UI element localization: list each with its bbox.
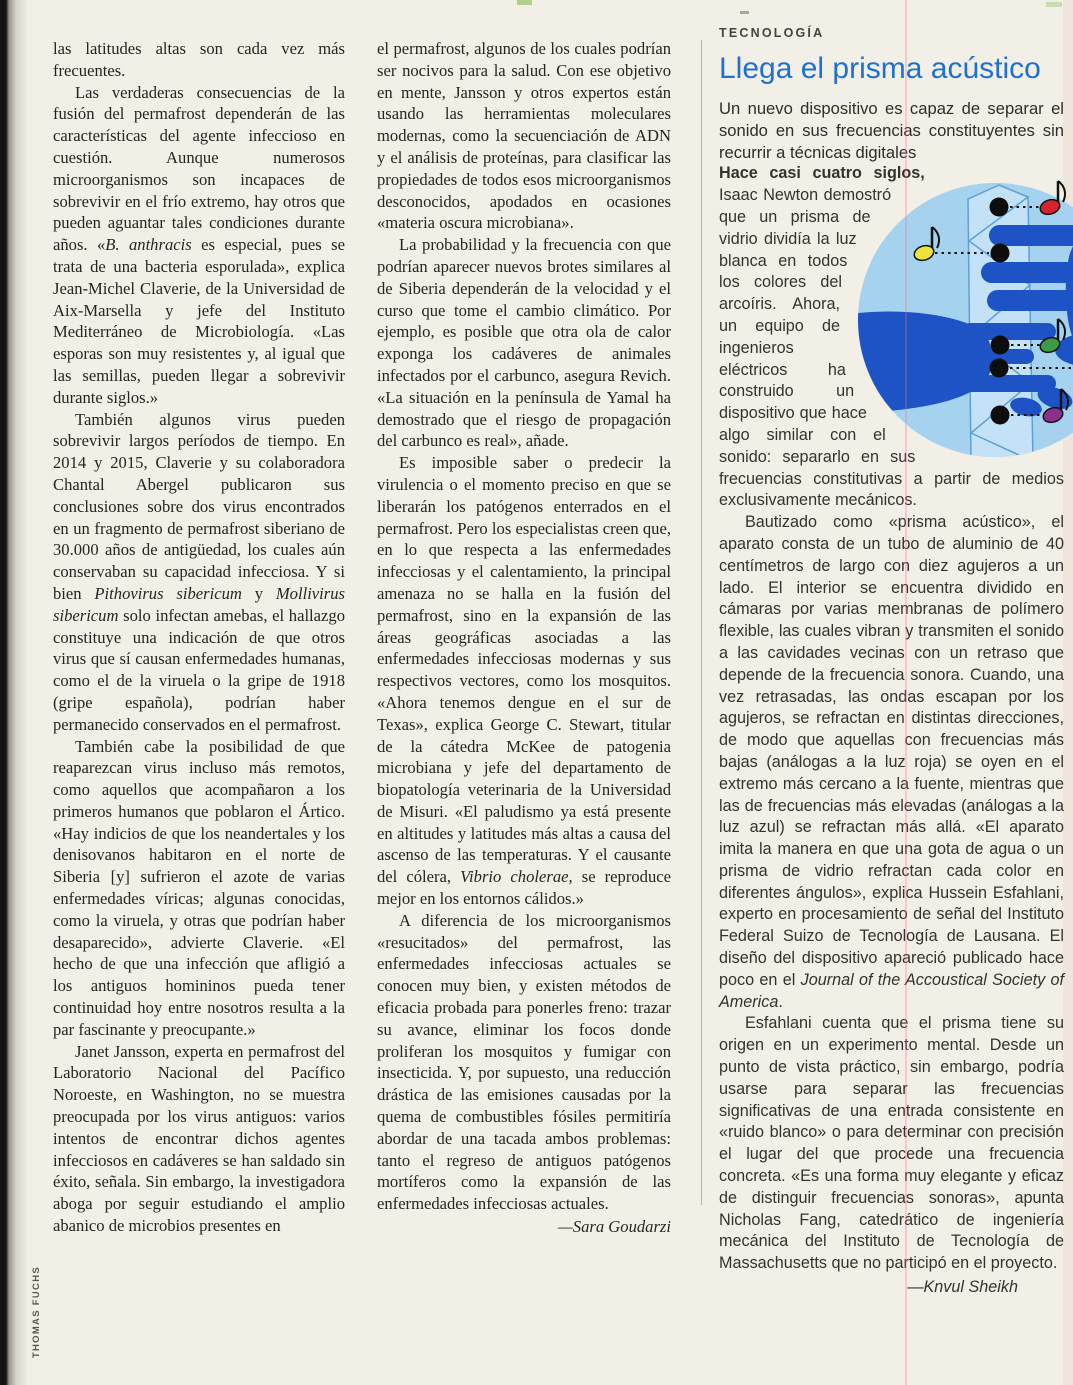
paragraph: La probabilidad y la frecuencia con que podrían aparecer nuevos brotes similares al de Siberia dependerán de la velocidad y el curso que tome el cambio climático. Por ejemplo, es posible que otra ola de calor exponga los cadáveres de animales infectados por el carbunco, asegura Revich. «La situación en la península de Yamal ha demostrado que el riesgo de propagación del carbunco es real», añade.: [377, 235, 671, 451]
paragraph: También algunos virus pueden sobrevivir largos períodos de tiempo. En 2014 y 2015, Claverie y su colaboradora Chantal Abergel publicaron sus conclusiones sobre dos virus encontrados en un fragmento de permafrost siberiano de 30.000 años de antigüedad, los cuales aún conservaban su capacidad infecciosa. Y si bien Pithovirus sibericum y Mollivirus sibericum solo infectan amebas, el hallazgo constituye una indicación de que otros virus que sí causan enfermedades humanas, como el de la viruela o la gripe de 1918 (gripe española), podrían haber permanecido conservados en el permafrost.: [53, 409, 345, 734]
paragraph: A diferencia de los microorganismos «resucitados» del permafrost, las enfermedades infecciosas actuales se conocen muy bien, y existen métodos de eficacia probada para ponerles freno: trazar su avance, eliminar los focos donde proliferan los mosquitos y fumigar con insecticida. Y, por supuesto, una reducción drástica de las emisiones causadas por la quema de combustibles fósiles permitiría abordar de una tacada ambos problemas: tanto el regreso de antiguos patógenos mortíferos como la expansión de las enfermedades infecciosas actuales.: [377, 910, 671, 1214]
paragraph: Bautizado como «prisma acústico», el aparato consta de un tubo de aluminio de 40 centímetros de largo con diez agujeros a un lado. El interior se encuentra dividido en cámaras por varias membranas de polímero flexible, las cuales vibran y transmiten el sonido a las cavidades vecinas con un retraso que depende de la frecuencia sonora. Cuando, una vez retrasadas, las ondas escapan por los agujeros, se refractan en distintas direcciones, de modo que aquellas con frecuencias más bajas (análogas a la luz roja) se oyen en el extremo más cercano a la fuente, mientras que las de frecuencias más elevadas (análogas a la luz azul) se refractan más allá. «El aparato imita la manera en que una gota de agua o un prisma de vidrio refractan cada color en diferentes ángulos», explica Hussein Esfahlani, experto en procesamiento de señal del Instituto Federal Suizo de Tecnología de Lausana. El diseño del dispositivo apareció publicado hace poco en el Journal of the Accoustical Society of America.: [719, 513, 1065, 1011]
acoustic-prism-illustration: [842, 165, 1066, 467]
paragraph: Janet Jansson, experta en permafrost del Laboratorio Nacional del Pacífico Noroeste, en Washington, no se muestra preocupada por los virus antiguos: varios intentos de encontrar dichos agentes infecciosos en cadáveres se han saldado sin éxito, señala. Sin embargo, la investigadora aboga por seguir estudiando el amplio abanico de microbios presentes en: [53, 1041, 345, 1236]
paragraph: Las verdaderas consecuencias de la fusión del permafrost dependerán de las características del agente infeccioso en cuestión. Aunque numerosos microorganismos son incapaces de sobrevivir en el frío extremo, hay otros que pueden aguantar tales condiciones durante años. «B. anthracis es especial, pues se trata de una bacteria esporulada», explica Jean-Michel Claverie, de la Universidad de Aix-Marsella y jefe del Instituto Mediterráneo de Microbiología. «Las esporas son muy resistentes y, al igual que las semillas, pueden llegar a sobrevivir durante siglos.»: [53, 82, 345, 407]
tech-standfirst: Un nuevo dispositivo es capaz de separar el sonido en sus frecuencias constituyentes sin recurrir a técnicas digitales: [719, 99, 1064, 162]
scan-artifact: [517, 0, 532, 5]
tech-title: Llega el prisma acústico: [719, 52, 1041, 85]
column-divider: [701, 40, 702, 1205]
paragraph: También cabe la posibilidad de que reaparezcan virus incluso más remotos, como aquellos que acompañaron a los primeros humanos que poblaron el Ártico. «Hay indicios de que los neandertales y los denisovanos habitaron en el norte de Siberia [y] sufrieron el azote de varias enfermedades víricas; algunas conocidas, como la viruela, y otras que podrían haber desaparecido», advierte Claverie. «El hecho de que una infección que afligió a los antiguos homininos pueda tener continuidad hoy entre nosotros resulta a la par fascinante y preocupante.»: [53, 736, 345, 1039]
article-column-1: [53, 38, 345, 1237]
illustration-credit: THOMAS FUCHS: [31, 1266, 42, 1359]
scan-artifact: [740, 11, 749, 14]
paragraph: Es imposible saber o predecir la virulencia o el momento preciso en que se liberarán los patógenos enterrados en el permafrost. Pero los especialistas creen que, en lo que respecta a las enfermedades infecciosas y el calentamiento, la principal amenaza no se halla en la fusión del permafrost, sino en la expansión de las áreas geográficas asociadas a las enfermedades infecciosas modernas y sus respectivos vectores, como los mosquitos. «Ahora tenemos dengue en el sur de Texas», explica George C. Stewart, titular de la cátedra McKee de patogenia microbiana y jefe del departamento de biopatología veterinaria de la Universidad de Misuri. «El paludismo ya está presente en altitudes y latitudes más altas a causa del ascenso de las temperaturas. Y el causante del cólera, Vibrio cholerae, se reproduce mejor en los entornos cálidos.»: [377, 453, 671, 909]
scan-artifact: [1046, 2, 1062, 7]
article-byline: —Sara Goudarzi: [558, 1217, 671, 1237]
article-column-2: [377, 38, 671, 1238]
tech-body: [719, 163, 1064, 1298]
tech-section: [719, 26, 1064, 1299]
paragraph: Esfahlani cuenta que el prisma tiene su origen en un experimento mental. Desde un punto de vista práctico, sin embargo, podría usarse para separar las frecuencias significativas de una entrada consistente en «ruido blanco» o para determinar con precisión el lugar del que procede una frecuencia concreta. «Es una forma muy elegante y eficaz de distinguir frecuencias sonoras», apunta Nicholas Fang, catedrático de ingeniería mecánica del Instituto de Tecnología de Massachusetts que no participó en el proyecto.: [719, 1014, 1064, 1273]
prism-illustration-svg: [858, 183, 1073, 461]
section-label: TECNOLOGÍA: [719, 26, 825, 40]
page-spine-shadow: [0, 0, 28, 1385]
paragraph: el permafrost, algunos de los cuales podrían ser nocivos para la salud. Con ese objetivo en mente, Jansson y otros expertos están usando las herramientas moleculares modernas, como la secuenciación de ADN y el análisis de proteínas, para clasificar las propiedades de todos esos microorganismos desconocidos, apodados en ocasiones «materia oscura microbiana».: [377, 39, 671, 233]
paragraph: las latitudes altas son cada vez más frecuentes.: [53, 39, 345, 80]
tech-byline: —Knvul Sheikh: [907, 1278, 1018, 1297]
paragraph: Hace casi cuatro siglos, Isaac Newton demostró que un prisma de vidrio dividía la luz blanca en todos los colores del arcoíris. Ahora, un equipo de ingenieros eléctricos ha construido un dispositivo que hace algo similar con el sonido: separarlo en sus frecuencias constitutivas a partir de medios exclusivamente mecánicos.: [719, 164, 1064, 510]
